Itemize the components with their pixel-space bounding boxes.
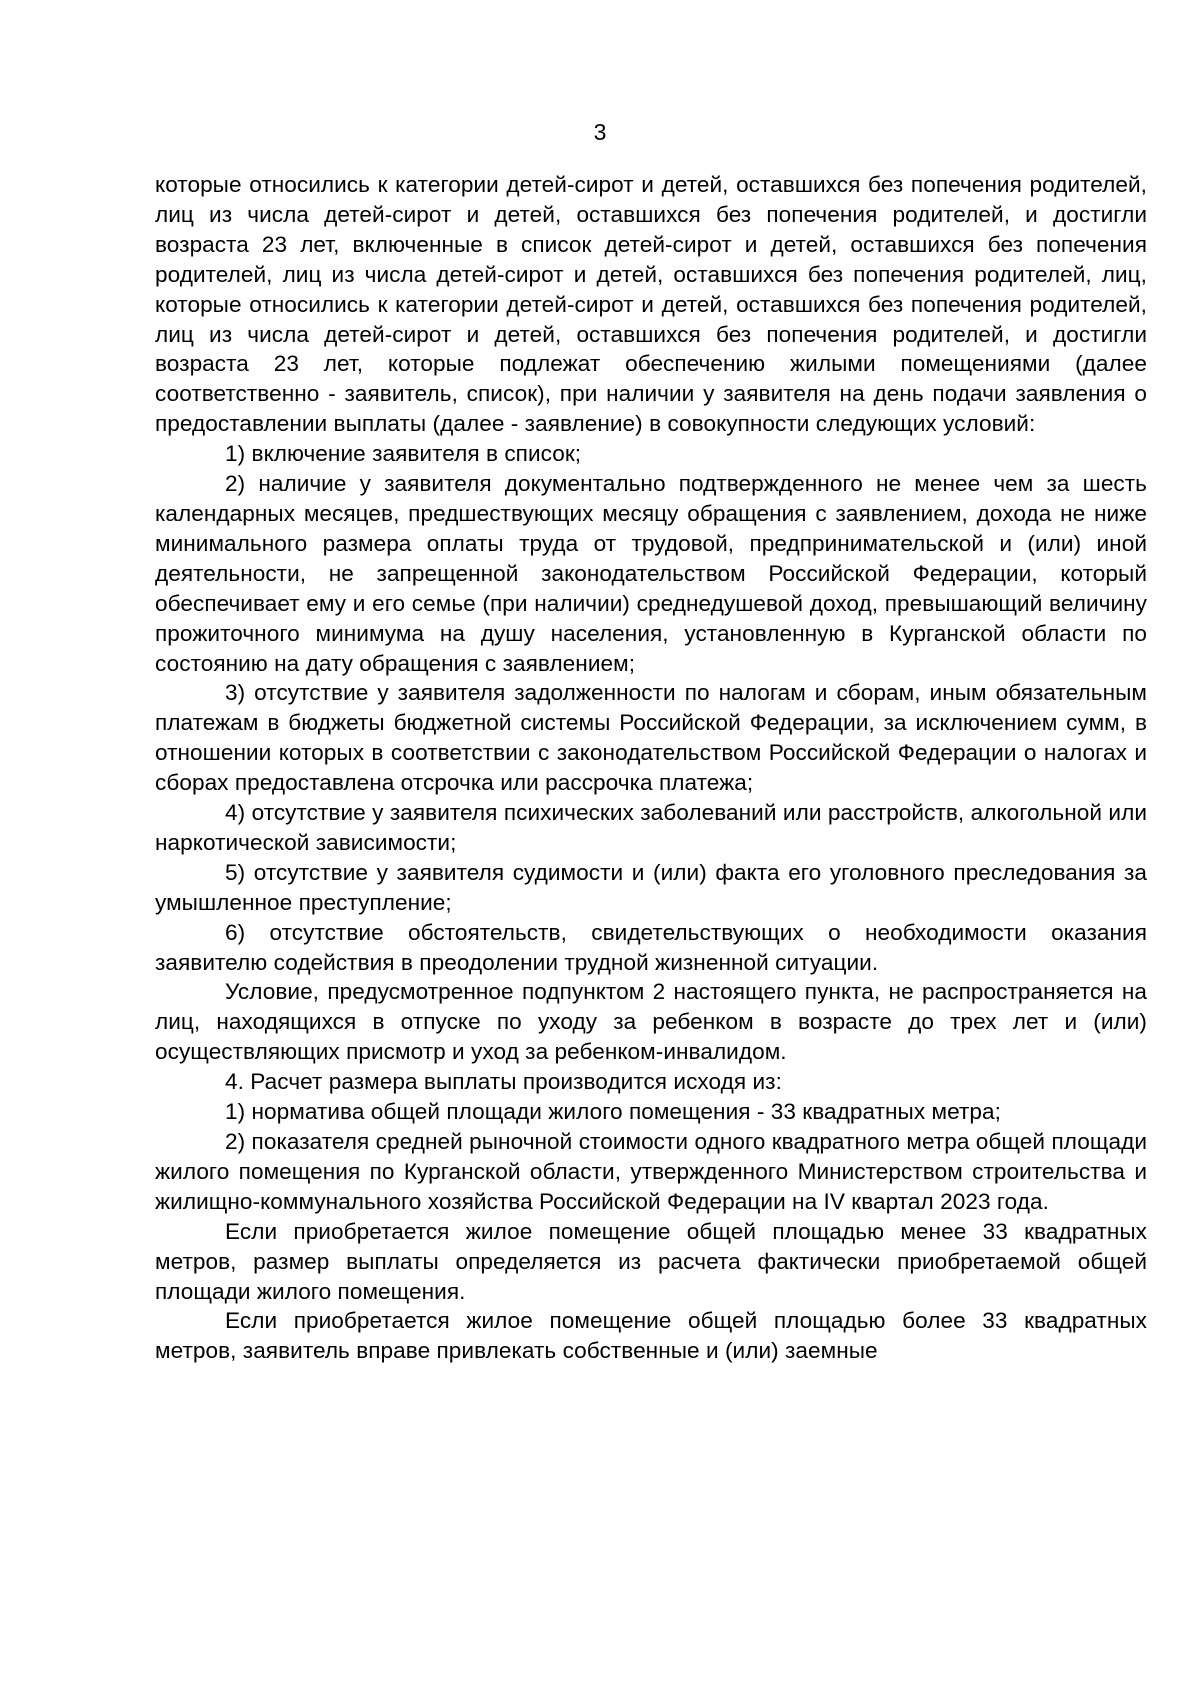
page-number: 3	[593, 119, 607, 145]
paragraph-continuation: которые относились к категории детей-сирот и детей, оставшихся без попечения родителей, лиц из числа детей-сирот и детей, оставшихся без попечения родителей, и достигли возраста 23 лет, включенные в список детей-сирот и детей, оставшихся без попечения родителей, лиц из числа детей-сирот и детей, оставшихся без попечения родителей, лиц, которые относились к категории детей-сирот и детей, оставшихся без попечения родителей, лиц из числа детей-сирот и детей, оставшихся без попечения родителей, и достигли возраста 23 лет, которые подлежат обеспечению жилыми помещениями (далее соответственно - заявитель, список), при наличии у заявителя на день подачи заявления о предоставлении выплаты (далее - заявление) в совокупности следующих условий:	[155, 172, 1147, 437]
condition-2: 2) наличие у заявителя документально подтвержденного не менее чем за шесть календарных месяцев, предшествующих месяцу обращения с заявлением, дохода не ниже минимального размера оплаты труда от трудовой, предпринимательской и (или) иной деятельности, не запрещенной законодательством Российской Федерации, который обеспечивает ему и его семье (при наличии) среднедушевой доход, превышающий величину прожиточного минимума на душу населения, установленную в Курганской области по состоянию на дату обращения с заявлением;	[155, 471, 1147, 676]
section-4-heading: 4. Расчет размера выплаты производится исходя из:	[225, 1069, 782, 1095]
condition-4: 4) отсутствие у заявителя психических заболеваний или расстройств, алкогольной или наркотической зависимости;	[155, 800, 1147, 855]
condition-3: 3) отсутствие у заявителя задолженности по налогам и сборам, иным обязательным платежам в бюджеты бюджетной системы Российской Федерации, за исключением сумм, в отношении которых в соответствии с законодательством Российской Федерации о налогах и сборах предоставлена отсрочка или рассрочка платежа;	[155, 680, 1147, 796]
condition-exception: Условие, предусмотренное подпунктом 2 настоящего пункта, не распространяется на лиц, находящихся в отпуске по уходу за ребенком в возрасте до трех лет и (или) осуществляющих присмотр и уход за ребенком-инвалидом.	[155, 979, 1147, 1065]
area-more-than-33: Если приобретается жилое помещение общей площадью более 33 квадратных метров, заявитель вправе привлекать собственные и (или) заемные	[155, 1308, 1147, 1364]
condition-1: 1) включение заявителя в список;	[225, 441, 582, 467]
document-body	[155, 170, 1147, 1366]
condition-5: 5) отсутствие у заявителя судимости и (или) факта его уголовного преследования за умышленное преступление;	[155, 859, 1147, 915]
condition-6: 6) отсутствие обстоятельств, свидетельствующих о необходимости оказания заявителю содействия в преодолении трудной жизненной ситуации.	[155, 919, 1147, 975]
calculation-item-2: 2) показателя средней рыночной стоимости одного квадратного метра общей площади жилого помещения по Курганской области, утвержденного Министерством строительства и жилищно-коммунального хозяйства Российской Федерации на IV квартал 2023 года.	[155, 1129, 1147, 1214]
calculation-item-1: 1) норматива общей площади жилого помещения - 33 квадратных метра;	[225, 1099, 1001, 1125]
area-less-than-33: Если приобретается жилое помещение общей площадью менее 33 квадратных метров, размер выплаты определяется из расчета фактически приобретаемой общей площади жилого помещения.	[155, 1218, 1147, 1304]
